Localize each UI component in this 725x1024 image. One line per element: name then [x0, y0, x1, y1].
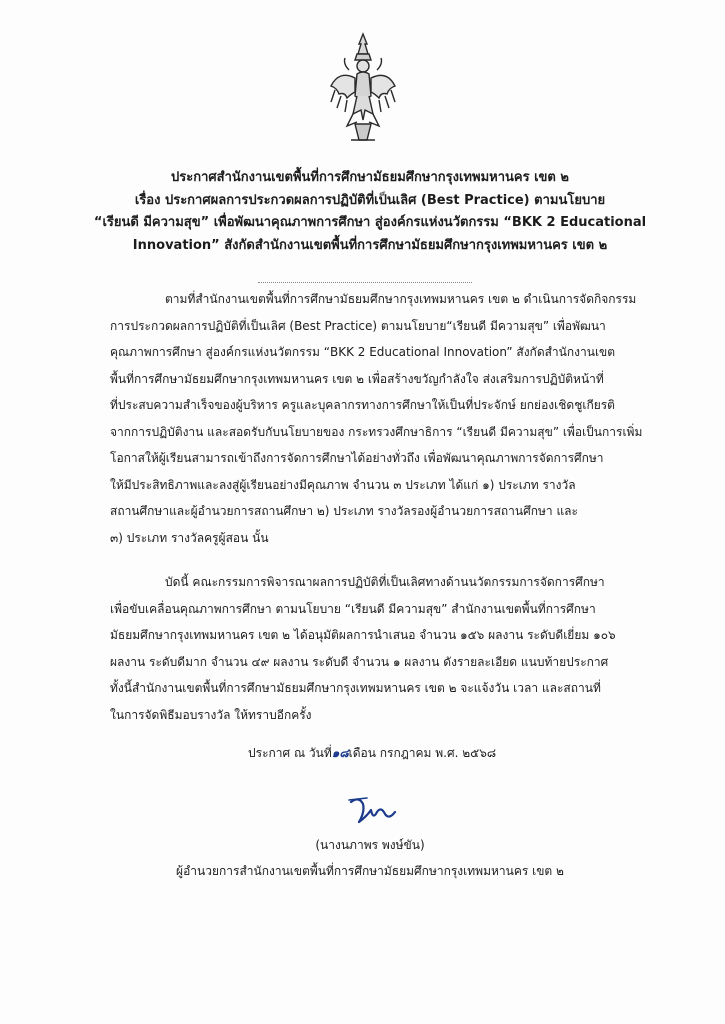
date-suffix: เดือน กรกฎาคม พ.ศ. ๒๕๖๘ — [348, 746, 497, 760]
signer-name: (นางนภาพร พงษ์ขัน) — [315, 838, 425, 852]
date-day-handwritten: ๑๘ — [331, 746, 349, 760]
announcement-header — [90, 167, 650, 257]
header-line-authority: ประกาศสำนักงานเขตพื้นที่การศึกษามัธยมศึกษากรุงเทพมหานคร เขต ๒ — [171, 170, 569, 185]
header-divider — [258, 282, 472, 283]
header-line-policy: “เรียนดี มีความสุข” เพื่อพัฒนาคุณภาพการศึกษา สู่องค์กรแห่งนวัตกรรม “BKK 2 Educational — [93, 215, 647, 230]
garuda-emblem-icon — [327, 30, 399, 148]
paragraph-line: เพื่อขับเคลื่อนคุณภาพการศึกษา ตามนโยบาย “เรียนดี มีความสุข” สำนักงานเขตพื้นที่การศึกษา — [110, 601, 596, 616]
body-paragraph-2 — [110, 569, 650, 728]
date-prefix: ประกาศ ณ วันที่ — [248, 746, 332, 760]
paragraph-line: ให้มีประสิทธิภาพและลงสู่ผู้เรียนอย่างมีคุณภาพ จำนวน ๓ ประเภท ได้แก่ ๑) ประเภท รางวัล — [110, 477, 576, 492]
paragraph-line: ที่ประสบความสำเร็จของผู้บริหาร ครูและบุคลากรทางการศึกษาให้เป็นที่ประจักษ์ ยกย่องเชิดชูเกียรติ — [110, 398, 615, 412]
paragraph-line: มัธยมศึกษากรุงเทพมหานคร เขต ๒ ได้อนุมัติผลการนำเสนอ จำนวน ๑๕๖ ผลงาน ระดับดีเยี่ยม ๑๐๖ — [110, 628, 616, 642]
paragraph-line: ในการจัดพิธีมอบรางวัล ให้ทราบอีกครั้ง — [110, 707, 312, 722]
announcement-date — [248, 744, 568, 763]
signature-icon — [345, 792, 401, 830]
paragraph-line: จากการปฏิบัติงาน และสอดรับกับนโยบายของ กระทรวงศึกษาธิการ “เรียนดี มีความสุข” เพื่อเป็นการเพิ่ม — [110, 424, 643, 439]
paragraph-line: ๓) ประเภท รางวัลครูผู้สอน นั้น — [110, 530, 269, 545]
paragraph-line: โอกาสให้ผู้เรียนสามารถเข้าถึงการจัดการศึกษาได้อย่างทั่วถึง เพื่อพัฒนาคุณภาพการจัดการศึกษา — [110, 451, 604, 465]
paragraph-line: ทั้งนี้สำนักงานเขตพื้นที่การศึกษามัธยมศึกษากรุงเทพมหานคร เขต ๒ จะแจ้งวัน เวลา และสถานที่ — [110, 681, 601, 695]
header-line-affiliation: Innovation” สังกัดสำนักงานเขตพื้นที่การศึกษามัธยมศึกษากรุงเทพมหานคร เขต ๒ — [132, 237, 608, 253]
signer-title: ผู้อำนวยการสำนักงานเขตพื้นที่การศึกษามัธยมศึกษากรุงเทพมหานคร เขต ๒ — [176, 864, 564, 878]
paragraph-line: ผลงาน ระดับดีมาก จำนวน ๔๙ ผลงาน ระดับดี จำนวน ๑ ผลงาน ดังรายละเอียด แนบท้ายประกาศ — [110, 654, 609, 669]
paragraph-line: สถานศึกษาและผู้อำนวยการสถานศึกษา ๒) ประเภท รางวัลรองผู้อำนวยการสถานศึกษา และ — [110, 504, 578, 518]
header-line-subject: เรื่อง ประกาศผลการประกวดผลการปฏิบัติที่เป็นเลิศ (Best Practice) ตามนโยบาย — [134, 192, 606, 208]
paragraph-line: บัดนี้ คณะกรรมการพิจารณาผลการปฏิบัติที่เป็นเลิศทางด้านนวัตกรรมการจัดการศึกษา — [165, 575, 605, 589]
paragraph-line: พื้นที่การศึกษามัธยมศึกษากรุงเทพมหานคร เขต ๒ เพื่อสร้างขวัญกำลังใจ ส่งเสริมการปฏิบัติหน้าที่ — [110, 371, 604, 386]
body-paragraph-1 — [110, 286, 650, 551]
paragraph-line: คุณภาพการศึกษา สู่องค์กรแห่งนวัตกรรม “BKK 2 Educational Innovation” สังกัดสำนักงานเขต — [110, 345, 616, 359]
paragraph-line: การประกวดผลการปฏิบัติที่เป็นเลิศ (Best Practice) ตามนโยบาย“เรียนดี มีความสุข” เพื่อพัฒนา — [110, 318, 606, 333]
paragraph-line: ตามที่สำนักงานเขตพื้นที่การศึกษามัธยมศึกษากรุงเทพมหานคร เขต ๒ ดำเนินการจัดกิจกรรม — [165, 292, 637, 306]
